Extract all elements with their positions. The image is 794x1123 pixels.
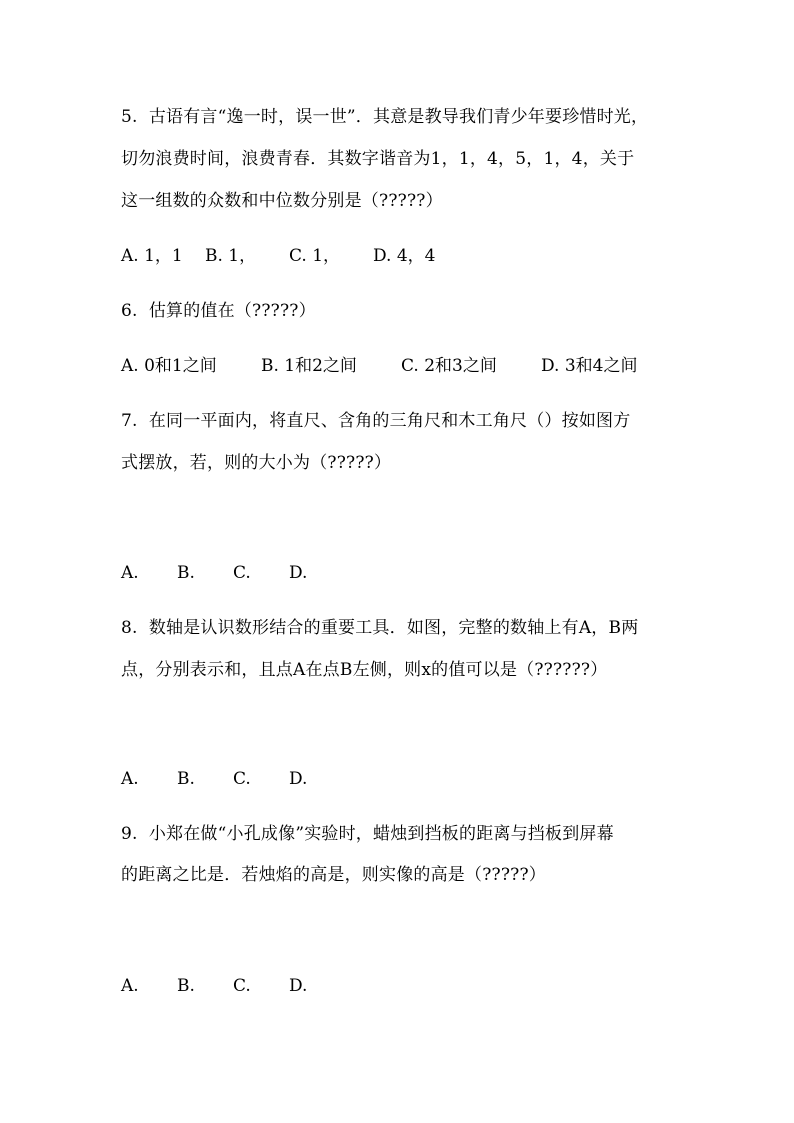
q9-line-2: 的距离之比是．若烛焰的高是，则实像的高是（?????） [121, 865, 546, 885]
q7-option-b: B. [177, 563, 195, 583]
q6-option-c: C. 2和3之间 [401, 356, 497, 376]
q6-line-1: 6. 估算的值在（?????） [121, 301, 316, 321]
q5-option-c: C. 1， [289, 246, 341, 266]
q8-line-2: 点，分别表示和，且点A在点B左侧，则x的值可以是（??????） [121, 660, 608, 680]
q9-option-d: D. [289, 976, 308, 996]
q7-option-d: D. [289, 563, 308, 583]
q7-line-1: 7. 在同一平面内，将直尺、含角的三角尺和木工角尺（）按如图方 [121, 411, 631, 431]
q6-option-b: B. 1和2之间 [261, 356, 357, 376]
q9-option-a: A. [121, 976, 139, 996]
q5-line-1: 5. 古语有言“逸一时，误一世”．其意是教导我们青少年要珍惜时光， [121, 107, 649, 127]
q8-options [121, 768, 681, 790]
q5-option-d: D. 4，4 [373, 246, 436, 266]
q8-line-1: 8. 数轴是认识数形结合的重要工具．如图，完整的数轴上有A，B两 [121, 618, 639, 638]
q8-option-d: D. [289, 769, 308, 789]
q8-option-b: B. [177, 769, 195, 789]
q5-options [121, 245, 681, 267]
q5-line-2: 切勿浪费时间，浪费青春．其数字谐音为1，1，4，5，1，4，关于 [121, 149, 635, 169]
q9-options [121, 975, 681, 997]
q6-option-d: D. 3和4之间 [541, 356, 638, 376]
q7-option-a: A. [121, 563, 139, 583]
q5-option-a: A. 1，1 [121, 246, 183, 266]
q7-option-c: C. [233, 563, 251, 583]
q8-option-a: A. [121, 769, 139, 789]
q7-line-2: 式摆放，若，则的大小为（?????） [121, 453, 392, 473]
q9-option-b: B. [177, 976, 195, 996]
q9-line-1: 9. 小郑在做“小孔成像”实验时，蜡烛到挡板的距离与挡板到屏幕 [121, 824, 614, 844]
q9-option-c: C. [233, 976, 251, 996]
q6-options [121, 355, 681, 377]
q5-line-3: 这一组数的众数和中位数分别是（?????） [121, 191, 443, 211]
q8-option-c: C. [233, 769, 251, 789]
q7-options [121, 562, 681, 584]
q6-option-a: A. 0和1之间 [121, 356, 217, 376]
q5-option-b: B. 1， [205, 246, 257, 266]
